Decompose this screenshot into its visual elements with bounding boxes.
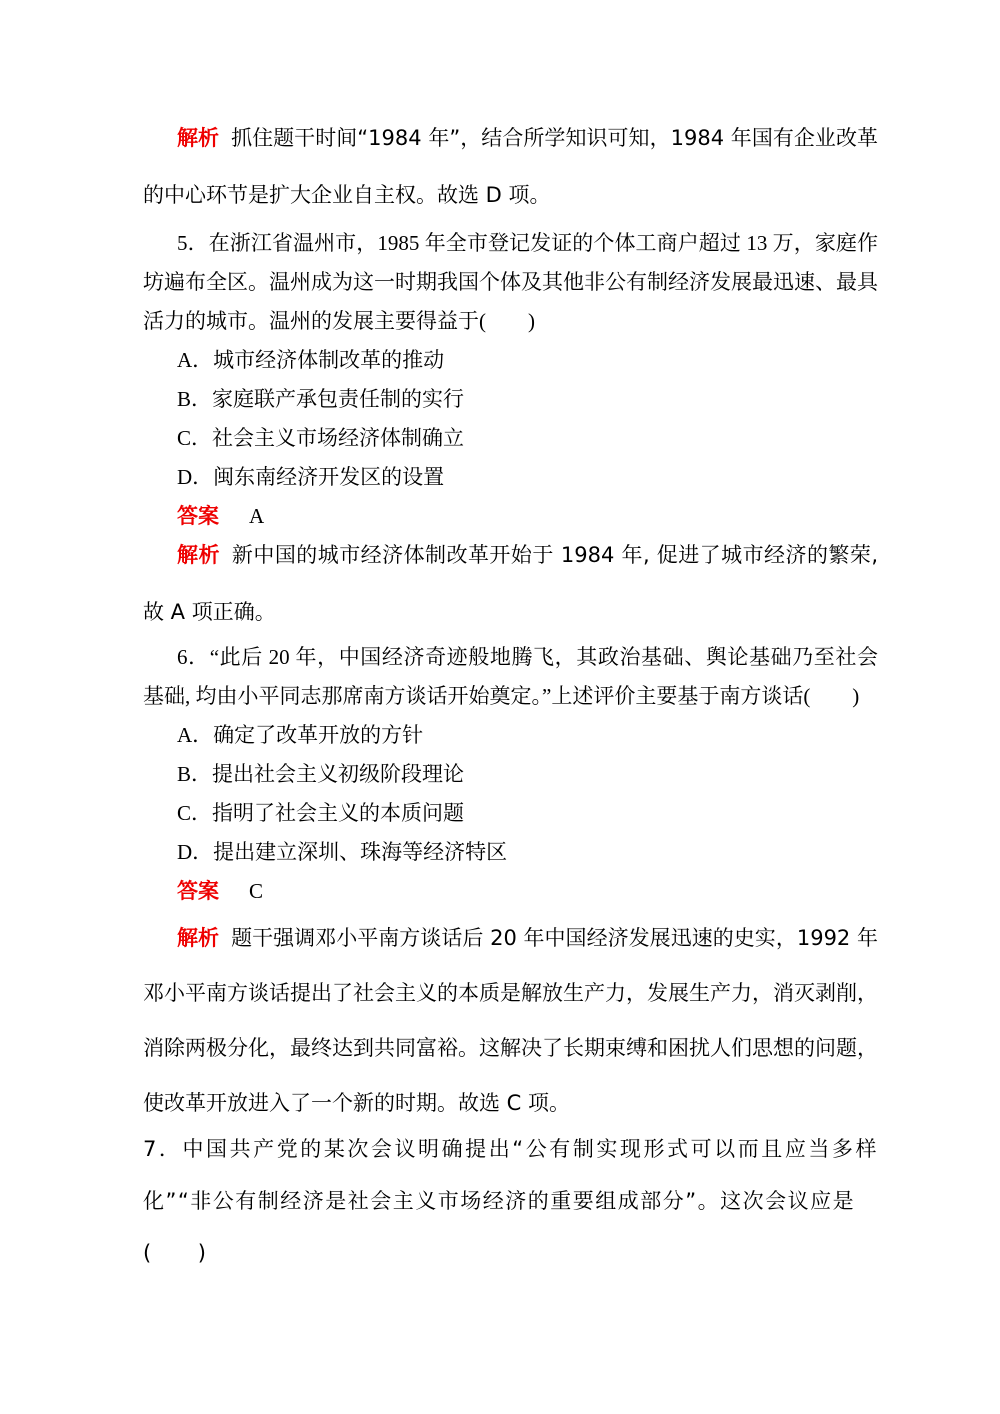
- question-7-number: 7．: [143, 1137, 183, 1161]
- question-5-option-c: C．社会主义市场经济体制确立: [177, 426, 465, 450]
- question-6-option-a: A．确定了改革开放的方针: [177, 723, 424, 747]
- question-6-option-d: D．提出建立深圳、珠海等经济特区: [177, 840, 508, 864]
- question-7-answer-blank: ( ): [143, 1241, 208, 1265]
- answer-value: C: [249, 879, 264, 903]
- answer-value: A: [249, 504, 265, 528]
- question-6-number: 6．: [177, 645, 210, 669]
- analysis-block-q6: [143, 911, 878, 1131]
- question-5-text: 在浙江省温州市，1985 年全市登记发证的个体工商户超过 13 万，家庭作坊遍布全区。温州成为这一时期我国个体及其他非公有制经济发展最迅速、最具活力的城市。温州的发展主要得益于( ): [143, 231, 878, 333]
- question-6-option-b: B．提出社会主义初级阶段理论: [177, 762, 465, 786]
- question-5-number: 5．: [177, 231, 209, 255]
- question-6-stem: [143, 638, 878, 716]
- analysis-text: 新中国的城市经济体制改革开始于 1984 年, 促进了城市经济的繁荣, 故 A 项正确。: [143, 543, 878, 624]
- question-6-option-c: C．指明了社会主义的本质问题: [177, 801, 465, 825]
- question-5-option-b: B．家庭联产承包责任制的实行: [177, 387, 465, 411]
- analysis-block-q5: [143, 527, 878, 641]
- analysis-block-q4: [143, 110, 878, 224]
- analysis-text: 抓住题干时间“1984 年”，结合所学知识可知，1984 年国有企业改革的中心环节是扩大企业自主权。故选 D 项。: [143, 126, 879, 207]
- analysis-label: 解析: [177, 543, 220, 567]
- analysis-label: 解析: [177, 126, 220, 150]
- analysis-text: 题干强调邓小平南方谈话后 20 年中国经济发展迅速的史实，1992 年邓小平南方谈话提出了社会主义的本质是解放生产力，发展生产力，消灭剥削，消除两极分化，最终达到共同富裕。这解决了长期束缚和困扰人们思想的问题，使改革开放进入了一个新的时期。故选 C 项。: [143, 926, 878, 1115]
- question-7-text: 中国共产党的某次会议明确提出“公有制实现形式可以而且应当多样化”“非公有制经济是社会主义市场经济的重要组成部分”。这次会议应是: [143, 1137, 878, 1213]
- question-5-stem: [143, 224, 878, 341]
- question-5-option-d: D．闽东南经济开发区的设置: [177, 465, 445, 489]
- answer-label: 答案: [177, 879, 219, 903]
- question-5-option-a: A．城市经济体制改革的推动: [177, 348, 445, 372]
- question-7-stem: [143, 1123, 878, 1227]
- question-6-text: “此后 20 年，中国经济奇迹般地腾飞，其政治基础、舆论基础乃至社会基础, 均由小平同志那席南方谈话开始奠定。”上述评价主要基于南方谈话( ): [143, 645, 879, 708]
- answer-label: 答案: [177, 504, 219, 528]
- answer-6: [143, 872, 878, 911]
- analysis-label: 解析: [177, 926, 220, 950]
- page-content: [143, 110, 878, 1279]
